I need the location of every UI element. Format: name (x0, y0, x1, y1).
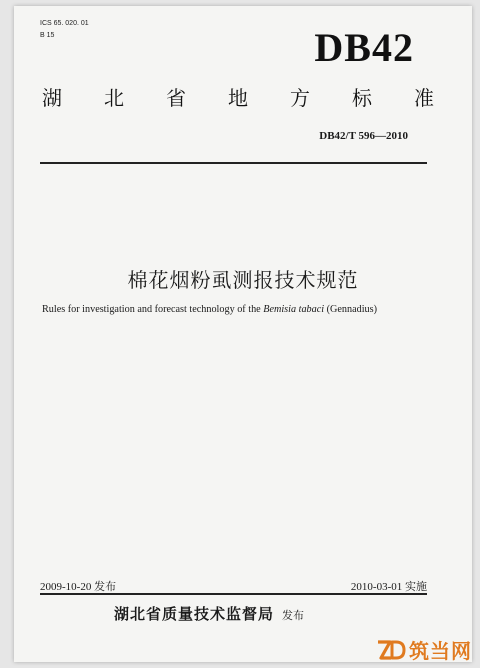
title-english-species: Bemisia tabaci (263, 304, 325, 315)
title-english-prefix: Rules for investigation and forecast technology of the (42, 304, 264, 315)
ics-code: ICS 65. 020. 01 (40, 20, 89, 27)
standard-type-char: 省 (166, 86, 186, 110)
publisher (114, 603, 304, 624)
ccs-code: B 15 (40, 32, 55, 39)
footer-divider (40, 593, 427, 595)
standard-cover-page (14, 6, 472, 662)
title-english-suffix: (Gennadius) (324, 304, 377, 315)
title-chinese: 棉花烟粉虱测报技术规范 (127, 268, 359, 292)
standard-type-char: 地 (228, 86, 248, 110)
db-logo: DB42 (314, 25, 414, 70)
issue-date: 2009-10-20 发布 (40, 581, 117, 593)
date-row (40, 578, 427, 594)
standard-number: DB42/T 596—2010 (319, 130, 408, 142)
publisher-suffix: 发布 (282, 609, 305, 622)
standard-type-heading (42, 82, 434, 111)
standard-type-char: 北 (104, 86, 124, 110)
header-divider (40, 162, 427, 164)
title-english (42, 304, 452, 315)
publisher-name: 湖北省质量技术监督局 (114, 605, 275, 623)
standard-type-char: 方 (290, 86, 310, 110)
site-watermark (376, 635, 472, 664)
standard-type-char: 准 (414, 86, 434, 110)
implement-date: 2010-03-01 实施 (350, 581, 427, 593)
standard-type-char: 标 (352, 86, 372, 110)
watermark-text: 筑当网 (409, 639, 472, 663)
standard-type-char: 湖 (42, 86, 62, 110)
zd-logo-icon (376, 638, 406, 662)
